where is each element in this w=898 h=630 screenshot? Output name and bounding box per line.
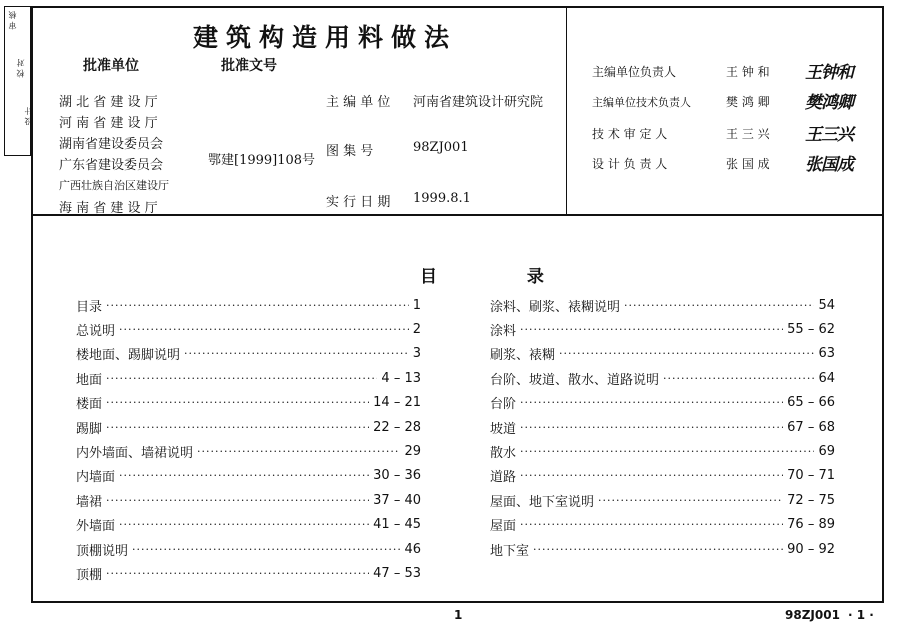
impl-date-label: 实 行 日 期 bbox=[326, 195, 391, 210]
toc-entry-page: 72 – 75 bbox=[787, 492, 835, 508]
toc-entry bbox=[76, 293, 421, 317]
toc-leader-dots bbox=[119, 518, 369, 531]
toc-entry-page: 76 – 89 bbox=[787, 517, 835, 533]
toc-leader-dots bbox=[624, 299, 814, 312]
sheet-number: · 1 · bbox=[848, 608, 874, 622]
toc-entry-page: 3 bbox=[412, 346, 421, 362]
toc-entry-label: 散水 bbox=[490, 446, 517, 462]
toc-leader-dots bbox=[598, 494, 783, 507]
toc-leader-dots bbox=[520, 421, 783, 434]
toc-entry bbox=[490, 415, 835, 439]
toc-entry bbox=[490, 391, 835, 415]
atlas-no: 98ZJ001 bbox=[413, 140, 469, 155]
toc-entry bbox=[490, 513, 835, 537]
approve-doc-no: 鄂建[1999]108号 bbox=[208, 153, 316, 168]
toc-entry bbox=[76, 488, 421, 512]
toc-entry bbox=[76, 439, 421, 463]
toc-leader-dots bbox=[520, 518, 783, 531]
toc-entry bbox=[490, 293, 835, 317]
chief-unit-label: 主 编 单 位 bbox=[326, 95, 391, 110]
approve-unit: 广西壮族自治区建设厅 bbox=[59, 179, 169, 192]
toc-right-column bbox=[490, 293, 835, 561]
staff-name: 王 钟 和 bbox=[726, 65, 770, 79]
toc-entry-page: 55 – 62 bbox=[787, 322, 835, 338]
toc-entry-label: 墙裙 bbox=[76, 494, 103, 510]
side-label: 设 计 bbox=[24, 107, 33, 126]
toc-entry bbox=[76, 342, 421, 366]
toc-leader-dots bbox=[559, 347, 814, 360]
toc-entry bbox=[76, 317, 421, 341]
staff-signature: 王钟和 bbox=[805, 63, 853, 83]
chief-unit: 河南省建筑设计研究院 bbox=[413, 95, 544, 110]
toc-leader-dots bbox=[663, 372, 814, 385]
toc-entry bbox=[490, 317, 835, 341]
toc-entry-page: 29 bbox=[404, 444, 421, 460]
approve-unit: 广东省建设委员会 bbox=[59, 158, 164, 173]
approve-unit: 海 南 省 建 设 厅 bbox=[59, 201, 158, 216]
toc-leader-dots bbox=[106, 372, 377, 385]
toc-entry-label: 内墙面 bbox=[76, 470, 116, 486]
toc-entry-label: 地面 bbox=[76, 372, 103, 388]
review-strip bbox=[4, 6, 31, 156]
approve-unit: 河 南 省 建 设 厅 bbox=[59, 116, 158, 131]
toc-leader-dots bbox=[520, 445, 814, 458]
staff-role: 主编单位技术负责人 bbox=[592, 96, 691, 109]
toc-entry bbox=[490, 464, 835, 488]
toc-entry bbox=[76, 464, 421, 488]
toc-entry bbox=[76, 561, 421, 585]
toc-entry-page: 37 – 40 bbox=[373, 492, 421, 508]
toc-leader-dots bbox=[520, 469, 783, 482]
toc-entry-label: 顶棚说明 bbox=[76, 543, 129, 559]
toc-entry-page: 14 – 21 bbox=[373, 395, 421, 411]
toc-entry-label: 总说明 bbox=[76, 324, 116, 340]
approve-doc-label: 批准文号 bbox=[221, 58, 277, 74]
toc-entry-page: 22 – 28 bbox=[373, 419, 421, 435]
toc-entry bbox=[490, 537, 835, 561]
toc-entry-label: 台阶 bbox=[490, 397, 517, 413]
toc-entry bbox=[76, 366, 421, 390]
toc-leader-dots bbox=[119, 323, 409, 336]
toc-leader-dots bbox=[106, 396, 369, 409]
toc-leader-dots bbox=[520, 396, 783, 409]
toc-entry-page: 63 bbox=[818, 346, 835, 362]
toc-entry-page: 41 – 45 bbox=[373, 517, 421, 533]
toc-leader-dots bbox=[106, 494, 369, 507]
toc-entry-label: 楼地面、踢脚说明 bbox=[76, 348, 181, 364]
toc-entry-label: 屋面 bbox=[490, 519, 517, 535]
toc-title: 目 录 bbox=[420, 267, 586, 287]
staff-name: 樊 鸿 卿 bbox=[726, 95, 770, 109]
toc-leader-dots bbox=[119, 469, 369, 482]
toc-entry-label: 踢脚 bbox=[76, 421, 103, 437]
toc-entry-page: 4 – 13 bbox=[381, 370, 421, 386]
toc-entry-page: 70 – 71 bbox=[787, 468, 835, 484]
toc-entry-page: 65 – 66 bbox=[787, 395, 835, 411]
staff-name: 王 三 兴 bbox=[726, 127, 770, 141]
toc-entry bbox=[76, 513, 421, 537]
toc-entry bbox=[76, 537, 421, 561]
side-label: 校 对 bbox=[16, 59, 25, 78]
toc-entry bbox=[490, 366, 835, 390]
toc-entry-page: 69 bbox=[818, 444, 835, 460]
page-title: 建筑构造用料做法 bbox=[193, 23, 458, 52]
approve-unit: 湖南省建设委员会 bbox=[59, 137, 164, 152]
toc-entry-label: 刷浆、裱糊 bbox=[490, 348, 556, 364]
toc-entry bbox=[490, 342, 835, 366]
toc-entry-page: 30 – 36 bbox=[373, 468, 421, 484]
approve-unit: 湖 北 省 建 设 厅 bbox=[59, 95, 158, 110]
toc-leader-dots bbox=[106, 567, 369, 580]
staff-role: 设 计 负 责 人 bbox=[592, 157, 668, 171]
header-bottom-rule bbox=[33, 214, 882, 216]
side-label: 审 核 bbox=[8, 11, 17, 30]
staff-signature: 王三兴 bbox=[805, 125, 853, 145]
header-divider bbox=[566, 8, 567, 214]
toc-leader-dots bbox=[132, 543, 400, 556]
staff-signature: 樊鸿卿 bbox=[805, 93, 853, 113]
toc-entry-label: 涂料 bbox=[490, 324, 517, 340]
toc-entry-label: 目录 bbox=[76, 299, 103, 315]
toc-entry-label: 楼面 bbox=[76, 397, 103, 413]
staff-role: 技 术 审 定 人 bbox=[592, 127, 668, 141]
toc-leader-dots bbox=[520, 323, 783, 336]
toc-entry-label: 坡道 bbox=[490, 421, 517, 437]
toc-entry-page: 46 bbox=[404, 541, 421, 557]
toc-entry-page: 67 – 68 bbox=[787, 419, 835, 435]
toc-entry bbox=[490, 439, 835, 463]
toc-leader-dots bbox=[533, 543, 783, 556]
staff-role: 主编单位负责人 bbox=[592, 65, 677, 79]
toc-left-column bbox=[76, 293, 421, 586]
toc-entry-page: 1 bbox=[412, 297, 421, 313]
toc-entry-label: 地下室 bbox=[490, 543, 530, 559]
toc-leader-dots bbox=[197, 445, 400, 458]
toc-entry bbox=[490, 488, 835, 512]
toc-entry-label: 屋面、地下室说明 bbox=[490, 494, 595, 510]
toc-entry-label: 顶棚 bbox=[76, 567, 103, 583]
page-number: 1 bbox=[454, 608, 463, 622]
atlas-code: 98ZJ001 bbox=[785, 608, 840, 622]
approve-unit-label: 批准单位 bbox=[83, 58, 139, 74]
atlas-no-label: 图 集 号 bbox=[326, 144, 374, 159]
toc-leader-dots bbox=[106, 299, 409, 312]
toc-leader-dots bbox=[106, 421, 369, 434]
toc-leader-dots bbox=[184, 347, 409, 360]
staff-name: 张 国 成 bbox=[726, 157, 770, 171]
toc-entry-page: 90 – 92 bbox=[787, 541, 835, 557]
staff-signature: 张国成 bbox=[805, 155, 853, 175]
toc-entry-label: 道路 bbox=[490, 470, 517, 486]
toc-entry-page: 64 bbox=[818, 370, 835, 386]
toc-entry-page: 2 bbox=[412, 322, 421, 338]
toc-entry bbox=[76, 391, 421, 415]
impl-date: 1999.8.1 bbox=[413, 191, 471, 206]
toc-entry-label: 台阶、坡道、散水、道路说明 bbox=[490, 372, 660, 388]
toc-entry-label: 涂料、刷浆、裱糊说明 bbox=[490, 299, 621, 315]
toc-entry-label: 外墙面 bbox=[76, 519, 116, 535]
toc-entry-page: 54 bbox=[818, 297, 835, 313]
toc-entry-label: 内外墙面、墙裙说明 bbox=[76, 446, 194, 462]
toc-entry-page: 47 – 53 bbox=[373, 565, 421, 581]
toc-entry bbox=[76, 415, 421, 439]
